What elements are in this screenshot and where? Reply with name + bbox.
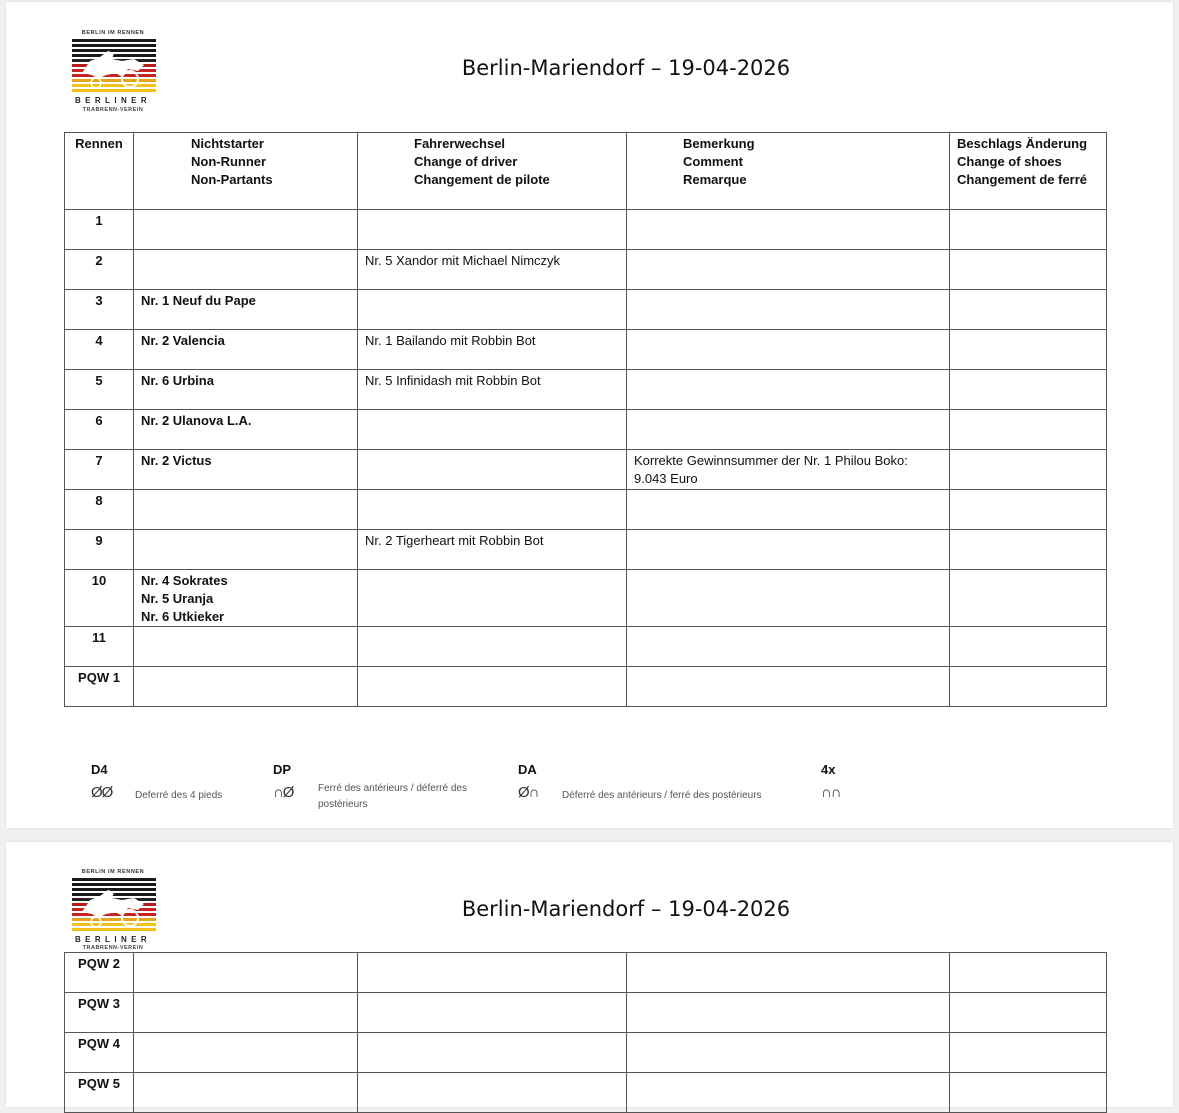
nonrunner-entry: Nr. 6 Utkieker (141, 609, 225, 624)
table-row (65, 993, 1107, 1033)
legend-description: Deferré des 4 pieds (135, 790, 223, 801)
shoe-change-cell (950, 290, 1107, 330)
nonrunner-cell (134, 370, 358, 410)
logo-name: BERLINER (74, 96, 152, 105)
race-number-cell: 7 (65, 450, 134, 490)
driver-change-cell (358, 1033, 627, 1073)
header-comment: Bemerkung Comment Remarque (627, 133, 950, 210)
logo-subtitle: TRABRENN-VEREIN (82, 107, 144, 113)
nonrunner-cell (134, 450, 358, 490)
nonrunner-cell (134, 1033, 358, 1073)
nonrunner-cell (134, 530, 358, 570)
document-page-2 (6, 842, 1173, 1107)
driver-change-cell (358, 450, 627, 490)
horse-racing-emblem-icon (72, 39, 156, 94)
table-row (65, 953, 1107, 993)
comment-cell (627, 290, 950, 330)
table-row (65, 450, 1107, 490)
nonrunner-cell (134, 250, 358, 290)
race-number-cell: PQW 2 (65, 953, 134, 993)
race-changes-table (64, 132, 1107, 707)
table-row (65, 330, 1107, 370)
table-row (65, 370, 1107, 410)
document-page-1 (6, 2, 1173, 828)
nonrunner-entry: Nr. 5 Uranja (141, 591, 214, 606)
driver-change-cell (358, 490, 627, 530)
nonrunner-cell (134, 330, 358, 370)
logo-subtitle: TRABRENN-VEREIN (82, 945, 144, 951)
race-number-cell: PQW 4 (65, 1033, 134, 1073)
comment-cell (627, 250, 950, 290)
shoe-change-cell (950, 530, 1107, 570)
nonrunner-cell (134, 290, 358, 330)
race-number-cell: 3 (65, 290, 134, 330)
shoe-change-cell (950, 953, 1107, 993)
nonrunner-cell (134, 953, 358, 993)
race-number-cell: 11 (65, 627, 134, 667)
race-number-cell: PQW 5 (65, 1073, 134, 1113)
shoe-change-cell (950, 330, 1107, 370)
driver-change-cell: Nr. 5 Infinidash mit Robbin Bot (358, 370, 627, 410)
race-number-cell: 4 (65, 330, 134, 370)
nonrunner-cell (134, 627, 358, 667)
header-race: Rennen (65, 133, 134, 210)
shoe-change-cell (950, 450, 1107, 490)
comment-cell (627, 370, 950, 410)
shoe-change-cell (950, 210, 1107, 250)
driver-change-cell (358, 210, 627, 250)
berliner-trabrenn-verein-logo (68, 869, 158, 953)
race-number-cell: 8 (65, 490, 134, 530)
comment-cell (627, 627, 950, 667)
table-row (65, 250, 1107, 290)
nonrunner-cell (134, 210, 358, 250)
legend-code: D4 (91, 762, 108, 777)
berliner-trabrenn-verein-logo (68, 30, 158, 114)
table-row (65, 1033, 1107, 1073)
shoe-symbol-icon: ØØ (91, 784, 113, 801)
driver-change-cell (358, 627, 627, 667)
comment-cell (627, 667, 950, 707)
race-number-cell: 9 (65, 530, 134, 570)
table-header-row (65, 133, 1107, 210)
nonrunner-cell (134, 570, 358, 627)
race-number-cell: 1 (65, 210, 134, 250)
race-number-cell: 2 (65, 250, 134, 290)
table-row (65, 490, 1107, 530)
table-row (65, 290, 1107, 330)
nonrunner-entry: Nr. 1 Neuf du Pape (141, 293, 256, 308)
driver-change-cell (358, 410, 627, 450)
header-nonrunner: Nichtstarter Non-Runner Non-Partants (134, 133, 358, 210)
legend-description: Déferré des antérieurs / ferré des postérieurs (562, 790, 762, 801)
driver-change-cell (358, 570, 627, 627)
page-title: Berlin-Mariendorf – 19-04-2026 (461, 897, 791, 921)
horse-racing-emblem-icon (72, 878, 156, 933)
driver-change-cell: Nr. 2 Tigerheart mit Robbin Bot (358, 530, 627, 570)
page-title: Berlin-Mariendorf – 19-04-2026 (461, 56, 791, 80)
table-row (65, 667, 1107, 707)
table-row (65, 210, 1107, 250)
race-number-cell: PQW 1 (65, 667, 134, 707)
shoe-change-cell (950, 1033, 1107, 1073)
race-number-cell: 10 (65, 570, 134, 627)
nonrunner-cell (134, 410, 358, 450)
shoeing-legend (6, 762, 1173, 822)
comment-cell (627, 570, 950, 627)
comment-line: 9.043 Euro (634, 471, 698, 486)
nonrunner-cell (134, 993, 358, 1033)
legend-code: DA (518, 762, 537, 777)
table-row (65, 627, 1107, 667)
shoe-change-cell (950, 993, 1107, 1033)
logo-top-text: BERLIN IM RENNEN (81, 30, 145, 36)
comment-cell (627, 410, 950, 450)
legend-description: Ferré des antérieurs / déferré des postérieurs (318, 783, 467, 810)
shoe-change-cell (950, 627, 1107, 667)
driver-change-cell: Nr. 1 Bailando mit Robbin Bot (358, 330, 627, 370)
nonrunner-entry: Nr. 2 Valencia (141, 333, 225, 348)
nonrunner-entry: Nr. 2 Victus (141, 453, 212, 468)
table-row (65, 410, 1107, 450)
shoe-change-cell (950, 370, 1107, 410)
shoe-change-cell (950, 250, 1107, 290)
driver-change-cell (358, 993, 627, 1033)
race-number-cell: 6 (65, 410, 134, 450)
table-row (65, 530, 1107, 570)
logo-top-text: BERLIN IM RENNEN (81, 869, 145, 875)
shoe-symbol-icon: ∩Ø (273, 784, 294, 801)
legend-code: DP (273, 762, 292, 777)
comment-line: Korrekte Gewinnsummer der Nr. 1 Philou Boko: (634, 453, 908, 468)
driver-change-cell (358, 953, 627, 993)
nonrunner-entry: Nr. 2 Ulanova L.A. (141, 413, 252, 428)
nonrunner-cell (134, 490, 358, 530)
comment-cell (627, 490, 950, 530)
comment-cell (627, 530, 950, 570)
shoe-change-cell (950, 410, 1107, 450)
shoe-change-cell (950, 490, 1107, 530)
race-changes-table-continued (64, 952, 1107, 1113)
shoe-change-cell (950, 570, 1107, 627)
header-shoes: Beschlags Änderung Change of shoes Changement de ferré (950, 133, 1107, 210)
comment-cell (627, 993, 950, 1033)
table-row (65, 570, 1107, 627)
comment-cell (627, 210, 950, 250)
comment-cell (627, 953, 950, 993)
nonrunner-entry: Nr. 4 Sokrates (141, 573, 228, 588)
comment-cell (627, 1033, 950, 1073)
shoe-symbol-icon: ∩∩ (821, 784, 841, 801)
race-number-cell: PQW 3 (65, 993, 134, 1033)
comment-cell (627, 450, 950, 490)
driver-change-cell (358, 667, 627, 707)
shoe-change-cell (950, 667, 1107, 707)
driver-change-cell: Nr. 5 Xandor mit Michael Nimczyk (358, 250, 627, 290)
shoe-symbol-icon: Ø∩ (518, 784, 539, 801)
header-driver: Fahrerwechsel Change of driver Changement de pilote (358, 133, 627, 210)
legend-code: 4x (821, 762, 836, 777)
nonrunner-cell (134, 667, 358, 707)
driver-change-cell (358, 290, 627, 330)
nonrunner-entry: Nr. 6 Urbina (141, 373, 214, 388)
race-number-cell: 5 (65, 370, 134, 410)
comment-cell (627, 330, 950, 370)
logo-name: BERLINER (74, 935, 152, 944)
